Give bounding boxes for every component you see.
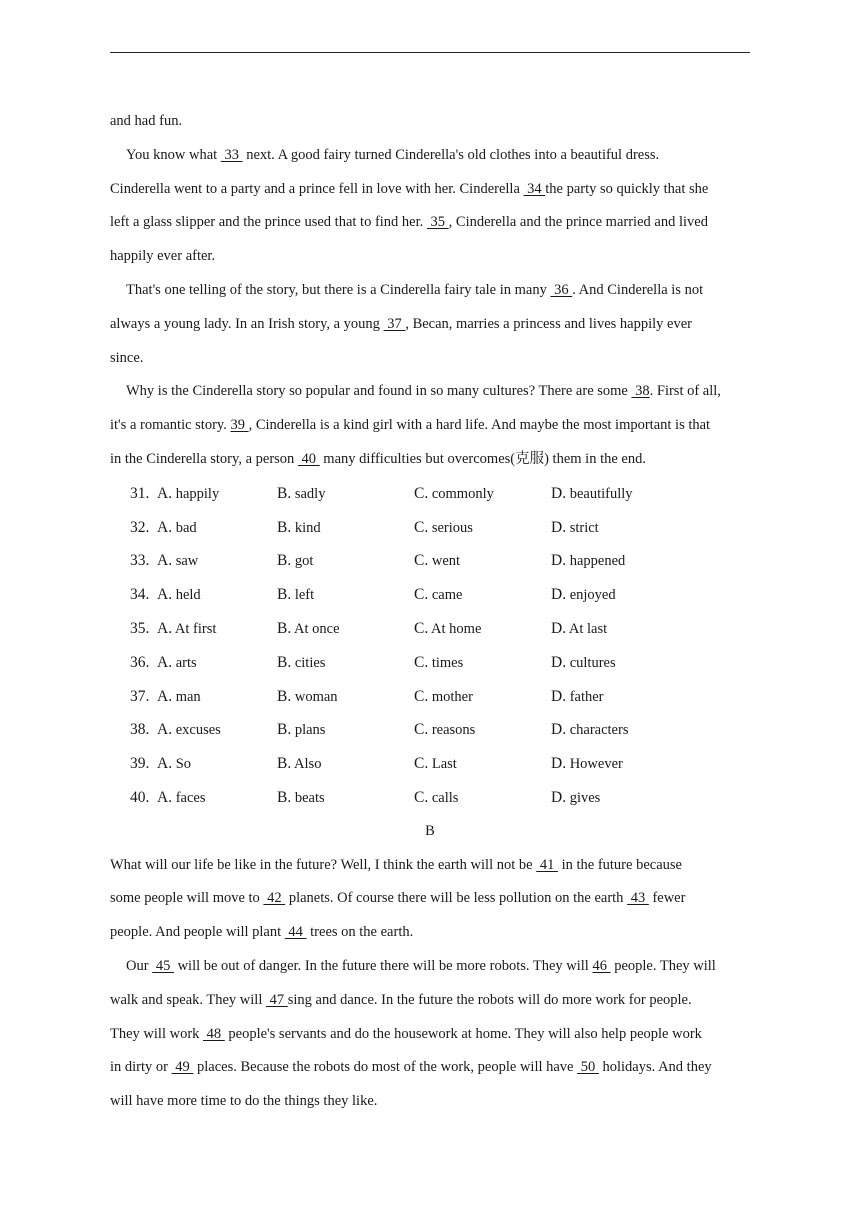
- question-number: 36.: [130, 653, 150, 671]
- option-c: C. At home: [414, 619, 482, 637]
- text: Why is the Cinderella story so popular and found in so many cultures? There are some: [126, 383, 632, 400]
- option-d: D. beautifully: [551, 484, 633, 502]
- blank-45: 45: [152, 957, 174, 974]
- text: left a glass slipper and the prince used that to find her.: [110, 214, 427, 231]
- text: in the future because: [557, 856, 682, 873]
- text: , Becan, marries a princess and lives happily ever: [405, 315, 692, 332]
- question-number: 40.: [130, 788, 150, 806]
- question-row: [110, 747, 750, 781]
- option-a: A. excuses: [157, 721, 221, 739]
- question-row: [110, 511, 750, 545]
- passage-line: [110, 1051, 750, 1085]
- option-b: B. woman: [277, 687, 338, 705]
- option-b: B. cities: [277, 653, 326, 671]
- option-a: A. held: [157, 586, 201, 604]
- option-b: B. left: [277, 586, 315, 604]
- blank-42: 42: [263, 890, 286, 907]
- question-list: [110, 477, 750, 815]
- option-d: D. characters: [551, 721, 629, 739]
- question-row: [110, 612, 750, 646]
- blank-39: 39: [230, 417, 249, 434]
- text: many difficulties but overcomes(克服) them in the end.: [319, 450, 646, 467]
- option-c: C. came: [414, 586, 463, 604]
- text: . First of all,: [649, 383, 721, 400]
- option-a: A. man: [157, 687, 201, 705]
- question-number: 33.: [130, 552, 150, 570]
- blank-49: 49: [171, 1059, 194, 1076]
- option-a: A. bad: [157, 518, 197, 536]
- option-a: A. arts: [157, 653, 197, 671]
- blank-38: 38: [631, 383, 650, 400]
- blank-40: 40: [297, 450, 320, 467]
- passage-line: [110, 882, 750, 916]
- text: walk and speak. They will: [110, 991, 266, 1008]
- question-number: 37.: [130, 687, 150, 705]
- option-b: B. Also: [277, 755, 322, 773]
- question-number: 31.: [130, 484, 150, 502]
- header-rule: [110, 52, 750, 53]
- question-number: 32.: [130, 518, 150, 536]
- passage-line: [110, 274, 750, 308]
- question-row: [110, 578, 750, 612]
- option-a: A. faces: [157, 788, 206, 806]
- text: the party so quickly that she: [545, 180, 709, 197]
- text: places. Because the robots do most of the work, people will have: [193, 1059, 578, 1076]
- passage-line: [110, 409, 750, 443]
- option-b: B. beats: [277, 788, 325, 806]
- option-c: C. Last: [414, 755, 457, 773]
- text: That's one telling of the story, but there is a Cinderella fairy tale in many: [126, 281, 551, 298]
- option-c: C. reasons: [414, 721, 476, 739]
- blank-34: 34: [523, 180, 546, 197]
- option-a: A. So: [157, 755, 192, 773]
- passage-line: and had fun.: [110, 113, 183, 129]
- text: planets. Of course there will be less pollution on the earth: [285, 890, 628, 907]
- text: in dirty or: [110, 1059, 172, 1076]
- question-row: [110, 713, 750, 747]
- text: They will work: [110, 1025, 204, 1042]
- text: Our: [126, 957, 153, 974]
- question-number: 34.: [130, 586, 150, 604]
- option-d: D. At last: [551, 619, 608, 637]
- text: , Cinderella is a kind girl with a hard life. And maybe the most important is that: [248, 417, 711, 434]
- text: in the Cinderella story, a person: [110, 450, 298, 467]
- text: holidays. And they: [598, 1059, 712, 1076]
- option-c: C. commonly: [414, 484, 494, 502]
- option-a: A. At first: [157, 619, 217, 637]
- option-c: C. mother: [414, 687, 473, 705]
- blank-36: 36: [550, 281, 573, 298]
- text: What will our life be like in the future? Well, I think the earth will not be: [110, 856, 537, 873]
- text: next. A good fairy turned Cinderella's old clothes into a beautiful dress.: [242, 146, 660, 163]
- option-d: D. gives: [551, 788, 601, 806]
- question-number: 35.: [130, 619, 150, 637]
- text: people. And people will plant: [110, 924, 285, 941]
- passage-line: [110, 206, 750, 240]
- option-b: B. sadly: [277, 484, 326, 502]
- passage-line: [110, 984, 750, 1018]
- option-c: C. went: [414, 552, 461, 570]
- option-d: D. cultures: [551, 653, 616, 671]
- passage-line: happily ever after.: [110, 248, 216, 265]
- blank-37: 37: [383, 315, 406, 332]
- blank-47: 47: [265, 991, 288, 1008]
- option-b: B. At once: [277, 619, 340, 637]
- text: , Cinderella and the prince married and lived: [448, 214, 708, 231]
- option-b: B. got: [277, 552, 314, 570]
- blank-41: 41: [536, 856, 558, 873]
- blank-50: 50: [577, 1059, 599, 1076]
- text: people's servants and do the housework at home. They will also help people work: [224, 1025, 702, 1042]
- passage-line: [110, 1018, 750, 1052]
- question-row: [110, 544, 750, 578]
- text: always a young lady. In an Irish story, a young: [110, 315, 384, 332]
- passage-line: since.: [110, 349, 144, 366]
- question-number: 39.: [130, 755, 150, 773]
- question-row: [110, 646, 750, 680]
- option-d: D. strict: [551, 518, 599, 536]
- option-b: B. plans: [277, 721, 326, 739]
- passage-line: [110, 950, 750, 984]
- passage-line: [110, 849, 750, 883]
- text: people. They will: [610, 957, 716, 974]
- option-c: C. times: [414, 653, 464, 671]
- blank-46: 46: [592, 957, 611, 974]
- text: You know what: [126, 146, 221, 163]
- passage-line: [110, 916, 750, 950]
- text: . And Cinderella is not: [572, 281, 704, 298]
- passage-line: will have more time to do the things they like.: [110, 1093, 378, 1110]
- passage-line: [110, 375, 750, 409]
- question-row: [110, 477, 750, 511]
- question-row: [110, 781, 750, 815]
- question-row: [110, 680, 750, 714]
- text: trees on the earth.: [306, 924, 414, 941]
- passage-line: [110, 308, 750, 342]
- blank-43: 43: [627, 890, 649, 907]
- passage-line: [110, 173, 750, 207]
- text: fewer: [648, 890, 686, 907]
- page-content: [110, 105, 750, 1119]
- blank-48: 48: [203, 1025, 225, 1042]
- option-a: A. happily: [157, 484, 220, 502]
- text: sing and dance. In the future the robots will do more work for people.: [287, 991, 692, 1008]
- blank-35: 35: [426, 214, 449, 231]
- option-d: D. father: [551, 687, 604, 705]
- option-d: D. happened: [551, 552, 626, 570]
- option-b: B. kind: [277, 518, 321, 536]
- option-d: D. However: [551, 755, 623, 773]
- option-c: C. calls: [414, 788, 459, 806]
- text: Cinderella went to a party and a prince fell in love with her. Cinderella: [110, 180, 524, 197]
- text: some people will move to: [110, 890, 264, 907]
- section-heading: B: [425, 822, 435, 839]
- passage-line: [110, 443, 750, 477]
- text: it's a romantic story.: [110, 417, 231, 434]
- option-a: A. saw: [157, 552, 199, 570]
- blank-44: 44: [284, 924, 307, 941]
- question-number: 38.: [130, 721, 150, 739]
- option-d: D. enjoyed: [551, 586, 616, 604]
- option-c: C. serious: [414, 518, 473, 536]
- blank-33: 33: [220, 146, 243, 163]
- text: will be out of danger. In the future there will be more robots. They will: [173, 957, 593, 974]
- passage-line: [110, 139, 750, 173]
